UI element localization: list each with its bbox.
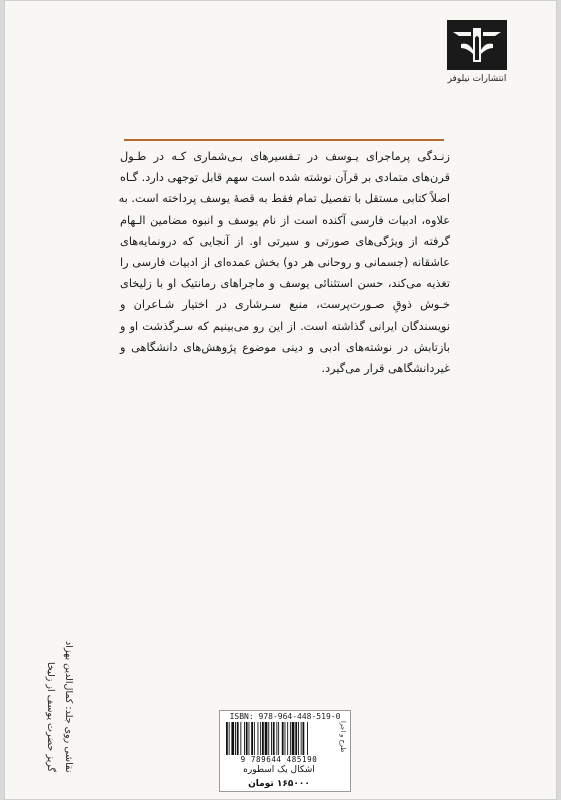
publisher-name: انتشارات نیلوفر xyxy=(447,74,507,84)
barcode-icon xyxy=(226,722,330,755)
blurb-line: گرفته از ویژگی‌های صورتی و سیرتی او. از آنجایی که درونمایه‌های xyxy=(120,234,450,248)
blurb-line: تغذیه می‌کند، حسن استثنائی یوسف و ماجراهای رمانتیک او با زلیخای xyxy=(120,277,450,291)
publisher-logo xyxy=(447,20,507,70)
blurb-line: عاشقانه (جسمانی و روحانی هر دو) بخش عمده‌ای از ادبیات فارسی را xyxy=(120,256,450,270)
cover-art-title: گریز حضرت یوسف از زلیخا xyxy=(45,662,56,772)
cover-art-credit: نقاشی روی جلد: کمال‌الدین بهزاد xyxy=(63,640,74,772)
blurb-line: زنـدگی پرماجرای یـوسف در تـفسیرهای بـی‌شماری کـه در طـول xyxy=(120,150,450,163)
blurb-line: خـوش ذوقِ صـورت‌پرست، منبع سـرشاری در اختیار شـاعران و xyxy=(120,298,450,312)
blurb-line: بازتابش در نوشته‌های ادبی و دینی موضوع پژوهش‌های دانشگاهی و xyxy=(120,340,450,354)
design-tag: طرح و اجرا xyxy=(339,721,347,753)
blurb-line: علاوه، ادبیات فارسی آکنده است از نام یوسف و انبوه مضامین الـهام xyxy=(120,213,450,227)
barcode-number: 9 789644 485190 xyxy=(240,755,318,764)
blurb-line: اصلاً کتابی مستقل با تفصیل تمام فقط به قصهٔ یوسف پرداخته است. به xyxy=(118,192,450,206)
back-cover xyxy=(4,0,557,800)
barcode-label xyxy=(219,710,351,792)
isbn-text: ISBN: 978-964-448-519-0 xyxy=(229,712,341,721)
blurb-line: نویسندگان ایرانی گذاشته است. از این رو می‌بینیم که سـرگذشت او و xyxy=(120,319,450,333)
price-label: ۱۶۵۰۰۰ تومان xyxy=(248,779,310,789)
book-title: اشکال یک اسطوره xyxy=(243,765,315,775)
back-cover-blurb xyxy=(120,146,450,379)
blurb-line: غیردانشگاهی قرار می‌گیرد. xyxy=(321,362,450,376)
blurb-line: قرن‌های متمادی بر قرآن نوشته شده است سهم قابل توجهی دارد. گـاه xyxy=(120,171,450,185)
divider-rule xyxy=(124,139,444,141)
